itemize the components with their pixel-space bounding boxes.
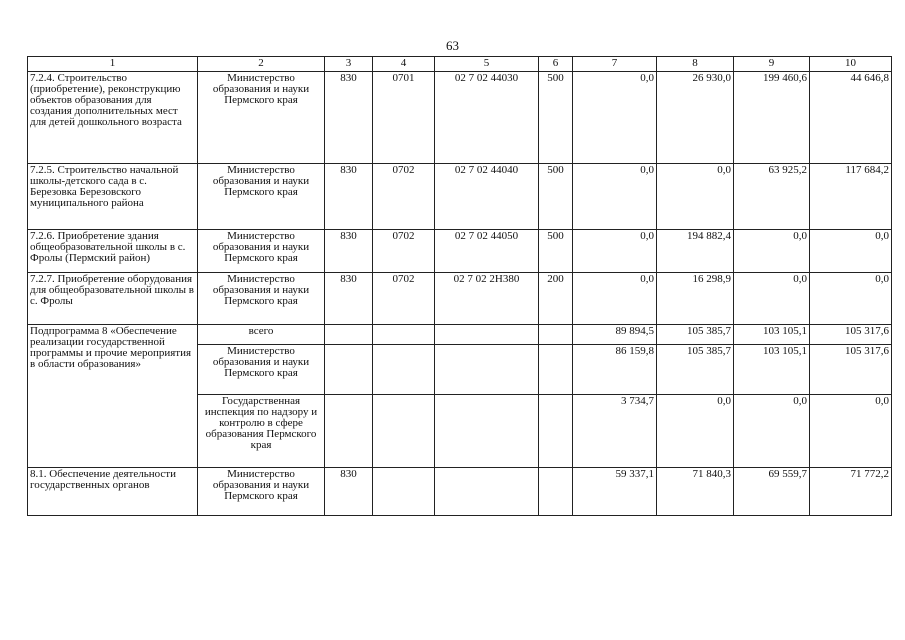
- header-row: [28, 57, 892, 72]
- cell-col3: 830: [325, 230, 373, 273]
- cell-col8: 105 385,7: [657, 325, 734, 345]
- item-organization: Министерство образования и науки Пермского края: [198, 230, 325, 273]
- empty-cell: [539, 345, 573, 395]
- cell-col4: 0702: [373, 230, 435, 273]
- cell-col9: 0,0: [734, 273, 810, 325]
- item-organization: Министерство образования и науки Пермского края: [198, 468, 325, 516]
- cell-col10: 71 772,2: [810, 468, 892, 516]
- subprogram-row: [28, 325, 892, 345]
- cell-col8: 0,0: [657, 395, 734, 468]
- cell-col8: 16 298,9: [657, 273, 734, 325]
- cell-col9: 103 105,1: [734, 345, 810, 395]
- column-header: 3: [325, 57, 373, 72]
- cell-col6: 200: [539, 273, 573, 325]
- cell-col9: 0,0: [734, 230, 810, 273]
- cell-col7: 3 734,7: [573, 395, 657, 468]
- cell-col5: 02 7 02 44030: [435, 72, 539, 164]
- cell-col3: 830: [325, 72, 373, 164]
- empty-cell: [373, 395, 435, 468]
- item-organization: Министерство образования и науки Пермского края: [198, 273, 325, 325]
- cell-col7: 0,0: [573, 273, 657, 325]
- table-row: [28, 468, 892, 516]
- cell-col10: 117 684,2: [810, 164, 892, 230]
- column-header: 6: [539, 57, 573, 72]
- item-organization: Государственная инспекция по надзору и контролю в сфере образования Пермского края: [198, 395, 325, 468]
- cell-col3: 830: [325, 273, 373, 325]
- page-number: 63: [446, 38, 459, 53]
- table-row: [28, 273, 892, 325]
- cell-col8: 26 930,0: [657, 72, 734, 164]
- empty-cell: [325, 395, 373, 468]
- cell-col6: 500: [539, 230, 573, 273]
- empty-cell: [373, 345, 435, 395]
- cell-col6: [539, 468, 573, 516]
- cell-col9: 69 559,7: [734, 468, 810, 516]
- column-header: 2: [198, 57, 325, 72]
- empty-cell: [539, 395, 573, 468]
- empty-cell: [325, 345, 373, 395]
- cell-col4: 0702: [373, 164, 435, 230]
- cell-col9: 0,0: [734, 395, 810, 468]
- empty-cell: [435, 345, 539, 395]
- cell-col3: 830: [325, 468, 373, 516]
- cell-col10: 0,0: [810, 395, 892, 468]
- cell-col7: 0,0: [573, 230, 657, 273]
- empty-cell: [325, 325, 373, 345]
- item-organization: Министерство образования и науки Пермского края: [198, 72, 325, 164]
- empty-cell: [435, 395, 539, 468]
- cell-col8: 194 882,4: [657, 230, 734, 273]
- cell-col5: [435, 468, 539, 516]
- cell-col9: 63 925,2: [734, 164, 810, 230]
- cell-col9: 199 460,6: [734, 72, 810, 164]
- cell-col8: 105 385,7: [657, 345, 734, 395]
- table-row: [28, 230, 892, 273]
- column-header: 5: [435, 57, 539, 72]
- cell-col3: 830: [325, 164, 373, 230]
- item-organization: Министерство образования и науки Пермского края: [198, 345, 325, 395]
- item-name: 8.1. Обеспечение деятельности государственных органов: [28, 468, 198, 516]
- item-name: 7.2.7. Приобретение оборудования для общеобразовательной школы в с. Фролы: [28, 273, 198, 325]
- cell-col6: 500: [539, 164, 573, 230]
- cell-col7: 0,0: [573, 164, 657, 230]
- column-header: 10: [810, 57, 892, 72]
- budget-table: [27, 56, 892, 516]
- cell-col10: 105 317,6: [810, 345, 892, 395]
- column-header: 8: [657, 57, 734, 72]
- cell-col7: 89 894,5: [573, 325, 657, 345]
- cell-col9: 103 105,1: [734, 325, 810, 345]
- empty-cell: [373, 325, 435, 345]
- cell-col8: 71 840,3: [657, 468, 734, 516]
- cell-col4: 0701: [373, 72, 435, 164]
- item-name: 7.2.6. Приобретение здания общеобразовательной школы в с. Фролы (Пермский район): [28, 230, 198, 273]
- table-row: [28, 164, 892, 230]
- subprogram-total-label: всего: [198, 325, 325, 345]
- cell-col10: 44 646,8: [810, 72, 892, 164]
- empty-cell: [435, 325, 539, 345]
- cell-col5: 02 7 02 44050: [435, 230, 539, 273]
- cell-col4: [373, 468, 435, 516]
- column-header: 4: [373, 57, 435, 72]
- item-name: 7.2.4. Строительство (приобретение), реконструкцию объектов образования для создания дополнительных мест для детей дошкольного возраста: [28, 72, 198, 164]
- cell-col6: 500: [539, 72, 573, 164]
- empty-cell: [539, 325, 573, 345]
- cell-col4: 0702: [373, 273, 435, 325]
- item-name: 7.2.5. Строительство начальной школы-детского сада в с. Березовка Березовского муниципального района: [28, 164, 198, 230]
- cell-col7: 59 337,1: [573, 468, 657, 516]
- column-header: 7: [573, 57, 657, 72]
- cell-col7: 0,0: [573, 72, 657, 164]
- cell-col5: 02 7 02 44040: [435, 164, 539, 230]
- cell-col10: 105 317,6: [810, 325, 892, 345]
- cell-col7: 86 159,8: [573, 345, 657, 395]
- cell-col8: 0,0: [657, 164, 734, 230]
- subprogram-name: Подпрограмма 8 «Обеспечение реализации государственной программы и прочие мероприятия в области образования»: [28, 325, 198, 468]
- item-organization: Министерство образования и науки Пермского края: [198, 164, 325, 230]
- table-row: [28, 72, 892, 164]
- cell-col10: 0,0: [810, 230, 892, 273]
- column-header: 1: [28, 57, 198, 72]
- cell-col10: 0,0: [810, 273, 892, 325]
- column-header: 9: [734, 57, 810, 72]
- cell-col5: 02 7 02 2Н380: [435, 273, 539, 325]
